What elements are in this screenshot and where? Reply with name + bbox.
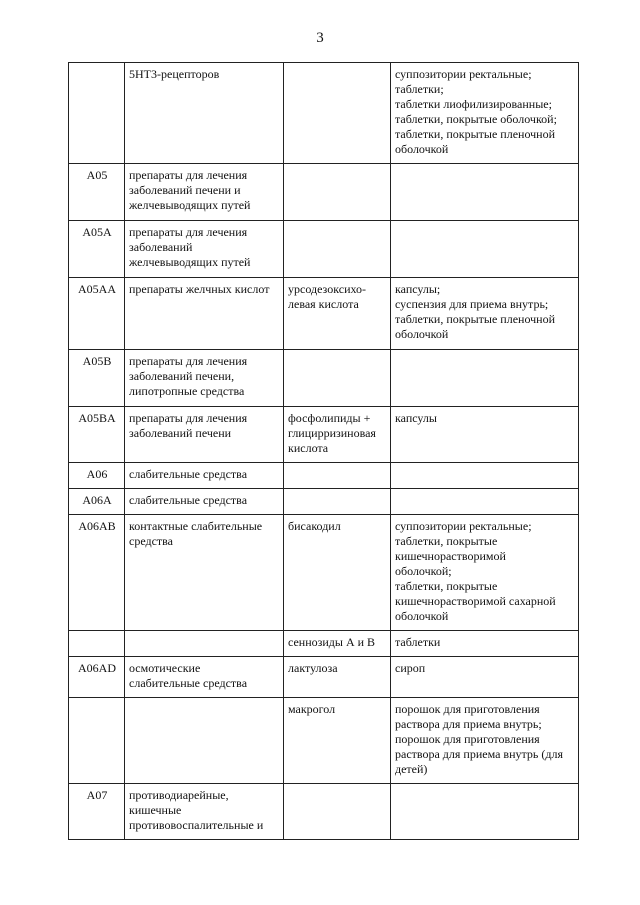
table-body xyxy=(69,63,579,840)
inn-line: глицирризиновая xyxy=(288,426,376,440)
dosage-form-cell xyxy=(391,350,579,407)
atc-code-cell: A06AB xyxy=(69,515,125,631)
inn-cell xyxy=(284,489,391,515)
group-line: препараты для лечения xyxy=(129,168,248,182)
dosage-form-line: порошок для приготовления xyxy=(395,702,540,716)
dosage-form-line: кишечнорастворимой xyxy=(395,549,506,563)
dosage-form-line: детей) xyxy=(395,762,428,776)
dosage-form-line: таблетки лиофилизированные; xyxy=(395,97,552,111)
dosage-form-line: суппозитории ректальные; xyxy=(395,519,532,533)
table-row xyxy=(69,657,579,698)
atc-code-cell: A07 xyxy=(69,784,125,840)
drug-table xyxy=(68,62,579,840)
group-line: противовоспалительные и xyxy=(129,818,264,832)
group-line: осмотические xyxy=(129,661,201,675)
group-line: препараты для лечения xyxy=(129,411,248,425)
atc-code-cell: A06 xyxy=(69,463,125,489)
dosage-form-line: капсулы xyxy=(395,411,437,425)
inn-line: урсодезоксихо- xyxy=(288,282,367,296)
dosage-form-line: оболочкой xyxy=(395,142,449,156)
inn-cell xyxy=(284,631,391,657)
atc-code-cell xyxy=(69,63,125,164)
dosage-form-cell xyxy=(391,489,579,515)
dosage-form-line: оболочкой xyxy=(395,609,449,623)
table-row xyxy=(69,631,579,657)
dosage-form-line: капсулы; xyxy=(395,282,441,296)
inn-line: кислота xyxy=(288,441,329,455)
dosage-form-line: порошок для приготовления xyxy=(395,732,540,746)
group-line: заболеваний xyxy=(129,240,193,254)
dosage-form-line: таблетки, покрытые пленочной xyxy=(395,312,556,326)
inn-cell xyxy=(284,221,391,278)
group-line: заболеваний печени xyxy=(129,426,232,440)
table-row xyxy=(69,63,579,164)
dosage-form-cell xyxy=(391,631,579,657)
inn-line: фосфолипиды + xyxy=(288,411,371,425)
group-line: желчевыводящих путей xyxy=(129,255,251,269)
dosage-form-line: таблетки, покрытые xyxy=(395,534,498,548)
inn-cell xyxy=(284,784,391,840)
inn-line: макрогол xyxy=(288,702,336,716)
table-row xyxy=(69,278,579,350)
group-line: липотропные средства xyxy=(129,384,245,398)
table-row xyxy=(69,221,579,278)
inn-line: лактулоза xyxy=(288,661,338,675)
group-line: препараты для лечения xyxy=(129,354,248,368)
atc-group-cell xyxy=(125,631,284,657)
atc-group-cell xyxy=(125,407,284,463)
table-row xyxy=(69,784,579,840)
inn-cell xyxy=(284,350,391,407)
dosage-form-line: раствора для приема внутрь (для xyxy=(395,747,563,761)
dosage-form-line: таблетки, покрытые пленочной xyxy=(395,127,556,141)
dosage-form-cell xyxy=(391,515,579,631)
atc-group-cell xyxy=(125,657,284,698)
group-line: препараты для лечения xyxy=(129,225,248,239)
group-line: контактные слабительные xyxy=(129,519,263,533)
dosage-form-line: сироп xyxy=(395,661,426,675)
dosage-form-line: таблетки, покрытые оболочкой; xyxy=(395,112,557,126)
atc-group-cell xyxy=(125,463,284,489)
dosage-form-cell xyxy=(391,657,579,698)
inn-cell xyxy=(284,463,391,489)
inn-cell xyxy=(284,63,391,164)
dosage-form-cell xyxy=(391,698,579,784)
inn-cell xyxy=(284,657,391,698)
atc-code-cell: A05B xyxy=(69,350,125,407)
dosage-form-line: суппозитории ректальные; xyxy=(395,67,532,81)
atc-group-cell xyxy=(125,489,284,515)
table-row xyxy=(69,463,579,489)
inn-cell xyxy=(284,278,391,350)
dosage-form-cell xyxy=(391,463,579,489)
atc-group-cell xyxy=(125,698,284,784)
atc-group-cell xyxy=(125,278,284,350)
table-row xyxy=(69,407,579,463)
atc-code-cell: A06A xyxy=(69,489,125,515)
group-line: средства xyxy=(129,534,174,548)
atc-code-cell xyxy=(69,631,125,657)
dosage-form-line: таблетки, покрытые xyxy=(395,579,498,593)
group-line: желчевыводящих путей xyxy=(129,198,251,212)
table-row xyxy=(69,350,579,407)
atc-group-cell xyxy=(125,350,284,407)
dosage-form-line: суспензия для приема внутрь; xyxy=(395,297,549,311)
inn-cell xyxy=(284,515,391,631)
group-line: кишечные xyxy=(129,803,182,817)
atc-group-cell xyxy=(125,784,284,840)
atc-code-cell: A05A xyxy=(69,221,125,278)
dosage-form-cell xyxy=(391,63,579,164)
group-line: препараты желчных кислот xyxy=(129,282,270,296)
atc-code-cell: A05 xyxy=(69,164,125,221)
dosage-form-line: оболочкой; xyxy=(395,564,452,578)
dosage-form-line: таблетки; xyxy=(395,82,444,96)
atc-group-cell xyxy=(125,63,284,164)
atc-code-cell: A05BA xyxy=(69,407,125,463)
table-row xyxy=(69,164,579,221)
atc-group-cell xyxy=(125,164,284,221)
table-row xyxy=(69,489,579,515)
inn-line: левая кислота xyxy=(288,297,359,311)
dosage-form-line: оболочкой xyxy=(395,327,449,341)
dosage-form-cell xyxy=(391,164,579,221)
group-line: слабительные средства xyxy=(129,467,248,481)
group-line: слабительные средства xyxy=(129,493,248,507)
dosage-form-cell xyxy=(391,784,579,840)
dosage-form-cell xyxy=(391,407,579,463)
inn-cell xyxy=(284,698,391,784)
atc-group-cell xyxy=(125,515,284,631)
group-line: 5HT3-рецепторов xyxy=(129,67,220,81)
inn-line: сеннозиды А и В xyxy=(288,635,376,649)
inn-line: бисакодил xyxy=(288,519,341,533)
atc-code-cell: A05AA xyxy=(69,278,125,350)
table-row xyxy=(69,515,579,631)
dosage-form-cell xyxy=(391,278,579,350)
atc-group-cell xyxy=(125,221,284,278)
dosage-form-cell xyxy=(391,221,579,278)
atc-code-cell xyxy=(69,698,125,784)
group-line: заболеваний печени и xyxy=(129,183,241,197)
group-line: слабительные средства xyxy=(129,676,248,690)
inn-cell xyxy=(284,407,391,463)
group-line: противодиарейные, xyxy=(129,788,229,802)
dosage-form-line: раствора для приема внутрь; xyxy=(395,717,542,731)
dosage-form-line: кишечнорастворимой сахарной xyxy=(395,594,556,608)
dosage-form-line: таблетки xyxy=(395,635,441,649)
atc-code-cell: A06AD xyxy=(69,657,125,698)
page-number: 3 xyxy=(316,30,324,46)
inn-cell xyxy=(284,164,391,221)
group-line: заболеваний печени, xyxy=(129,369,235,383)
table-row xyxy=(69,698,579,784)
